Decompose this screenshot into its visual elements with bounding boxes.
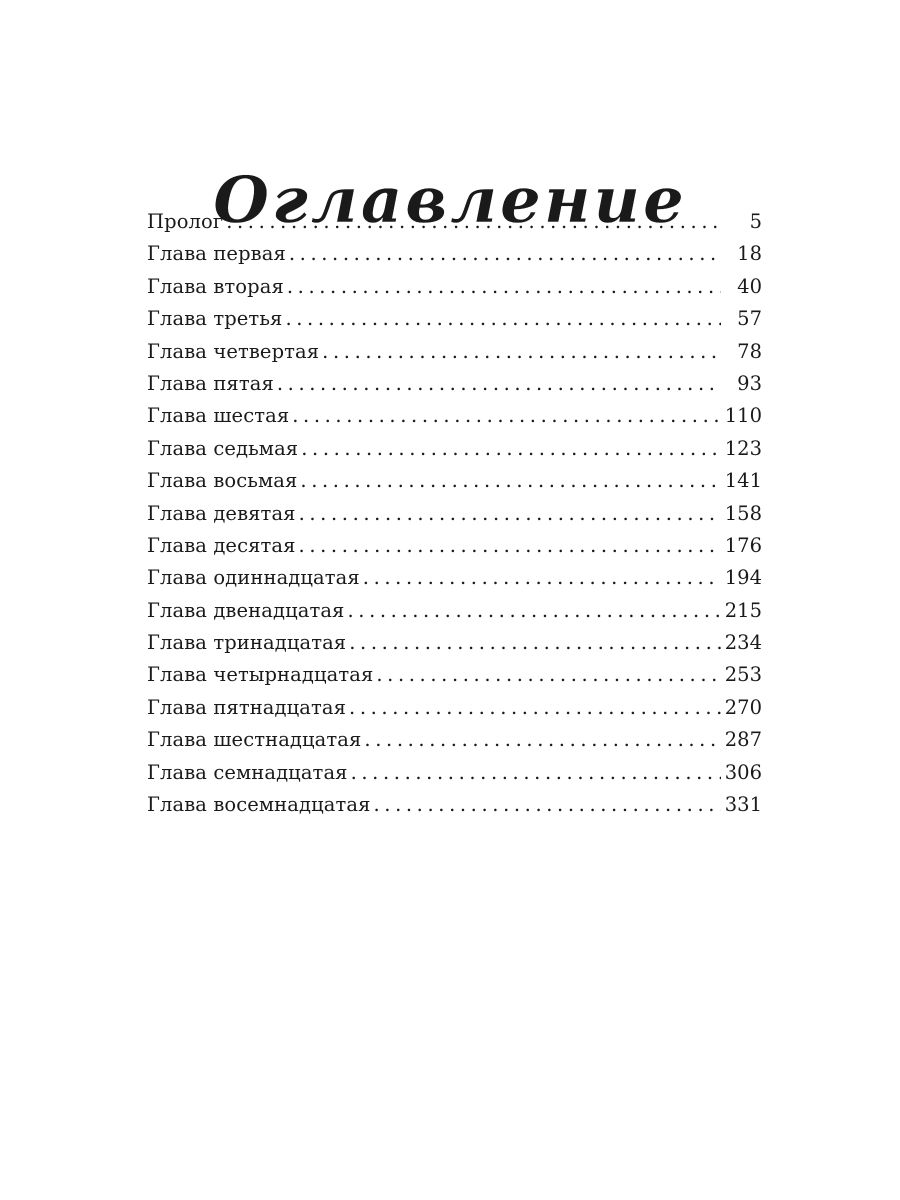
toc-entry	[147, 659, 762, 691]
toc-dot-leader	[285, 303, 721, 335]
toc-dot-leader	[287, 271, 721, 303]
toc-entry-label: Глава первая	[147, 242, 286, 266]
toc-entry	[147, 627, 762, 659]
toc-entry	[147, 595, 762, 627]
page-title: Оглавление	[213, 162, 687, 238]
toc-entry-page-number: 253	[724, 663, 762, 687]
toc-entry-label: Глава одиннадцатая	[147, 566, 360, 590]
toc-dot-leader	[299, 530, 721, 562]
toc-entry-label: Глава тринадцатая	[147, 631, 347, 655]
toc-entry-page-number: 110	[724, 404, 762, 428]
toc-entry-label: Глава двенадцатая	[147, 598, 345, 622]
toc-entry-page-number: 215	[724, 598, 762, 622]
toc-entry	[147, 498, 762, 530]
table-of-contents	[147, 206, 762, 821]
toc-entry-page-number: 158	[724, 501, 762, 525]
toc-dot-leader	[364, 724, 721, 756]
toc-entry-label: Глава восьмая	[147, 469, 298, 493]
toc-entry-page-number: 306	[724, 760, 762, 784]
toc-dot-leader	[373, 789, 721, 821]
toc-entry-page-number: 18	[737, 242, 762, 266]
toc-entry	[147, 562, 762, 594]
toc-entry-label: Глава девятая	[147, 501, 296, 525]
toc-dot-leader	[349, 692, 721, 724]
toc-entry-page-number: 331	[724, 793, 762, 817]
toc-entry-page-number: 194	[724, 566, 762, 590]
toc-entry-label: Глава десятая	[147, 533, 296, 557]
toc-entry-page-number: 287	[724, 728, 762, 752]
toc-dot-leader	[277, 368, 721, 400]
toc-entry-label: Глава четырнадцатая	[147, 663, 374, 687]
toc-entry	[147, 757, 762, 789]
toc-entry-page-number: 176	[724, 533, 762, 557]
toc-dot-leader	[292, 400, 721, 432]
toc-entry	[147, 271, 762, 303]
toc-entry	[147, 336, 762, 368]
toc-entry	[147, 724, 762, 756]
toc-entry	[147, 465, 762, 497]
toc-dot-leader	[347, 595, 721, 627]
toc-entry-page-number: 93	[737, 371, 762, 395]
toc-entry-page-number: 234	[724, 631, 762, 655]
toc-entry-label: Глава четвертая	[147, 339, 320, 363]
toc-dot-leader	[301, 433, 721, 465]
toc-entry-label: Глава седьмая	[147, 436, 299, 460]
toc-entry	[147, 433, 762, 465]
toc-dot-leader	[363, 562, 721, 594]
toc-entry-page-number: 5	[749, 210, 762, 233]
toc-entry	[147, 368, 762, 400]
toc-dot-leader	[322, 336, 721, 368]
toc-entry-page-number: 270	[724, 695, 762, 719]
toc-dot-leader	[300, 465, 721, 497]
toc-entry-page-number: 78	[737, 339, 762, 363]
toc-entry	[147, 238, 762, 270]
toc-entry	[147, 303, 762, 335]
toc-dot-leader	[299, 498, 721, 530]
toc-entry-label: Глава пятнадцатая	[147, 695, 347, 719]
toc-dot-leader	[351, 757, 721, 789]
toc-entry-label: Глава пятая	[147, 371, 274, 395]
toc-dot-leader	[376, 659, 721, 691]
toc-entry-label: Глава восемнадцатая	[147, 793, 371, 817]
toc-entry-label: Глава шестая	[147, 404, 290, 428]
toc-dot-leader	[349, 627, 721, 659]
toc-entry-label: Глава третья	[147, 307, 283, 331]
toc-entry-label: Глава вторая	[147, 274, 284, 298]
toc-dot-leader	[226, 206, 721, 238]
toc-entry-page-number: 57	[737, 307, 762, 331]
toc-entry	[147, 206, 762, 238]
toc-entry	[147, 789, 762, 821]
toc-entry	[147, 530, 762, 562]
toc-entry-label: Глава семнадцатая	[147, 760, 348, 784]
toc-entry-label: Пролог	[147, 210, 224, 233]
toc-entry-page-number: 40	[737, 274, 762, 298]
toc-entry	[147, 692, 762, 724]
toc-dot-leader	[289, 238, 721, 270]
toc-entry	[147, 400, 762, 432]
toc-entry-page-number: 141	[724, 469, 762, 493]
toc-entry-label: Глава шестнадцатая	[147, 728, 362, 752]
toc-entry-page-number: 123	[724, 436, 762, 460]
